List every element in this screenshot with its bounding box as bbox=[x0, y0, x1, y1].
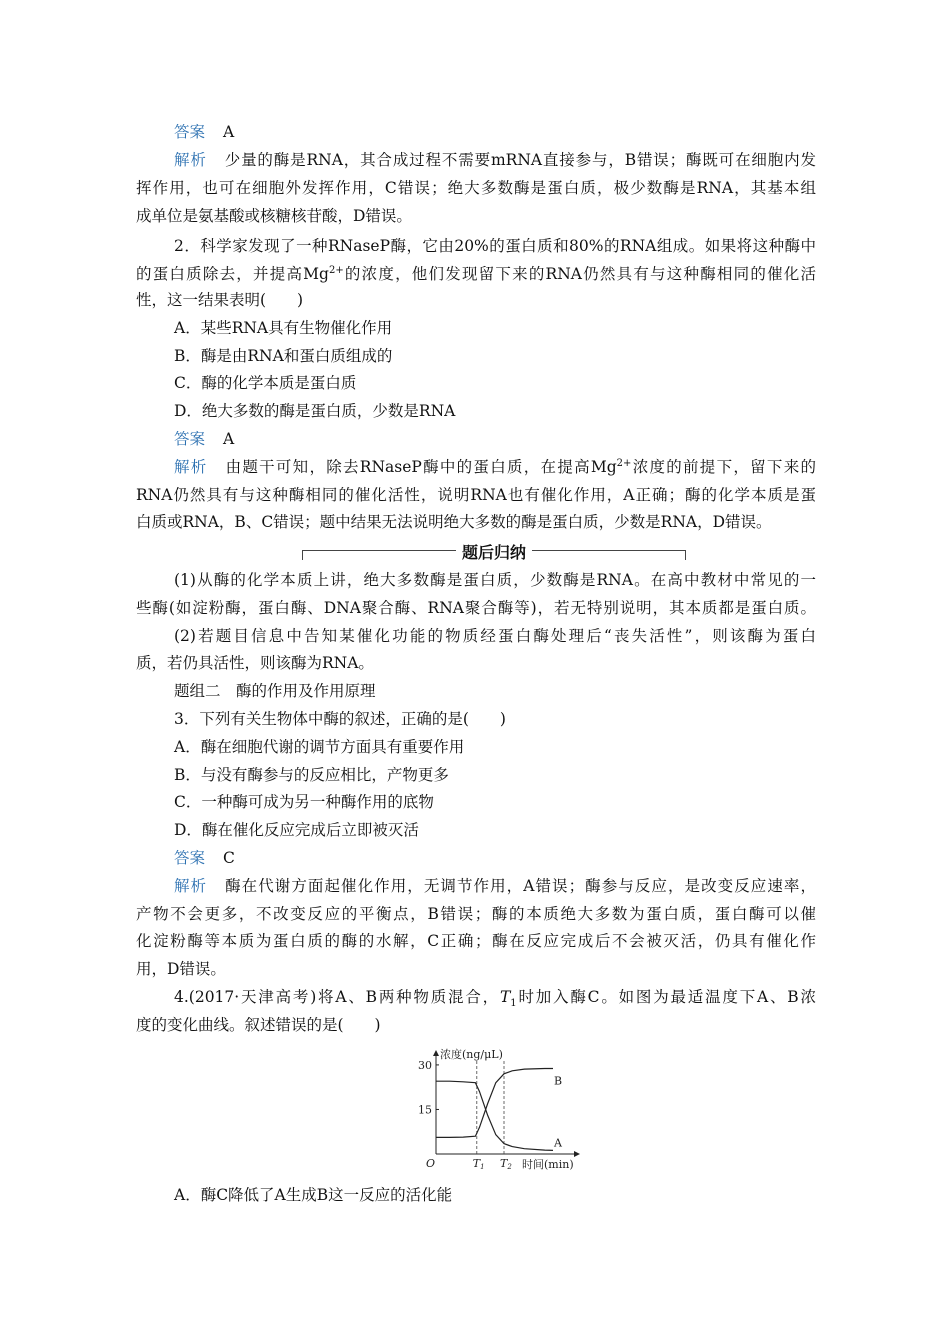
q3-option-b: B．与没有酶参与的反应相比，产物更多 bbox=[174, 766, 449, 784]
q4-stem-line: 4.(2017·天津高考)将A、B两种物质混合，$T_1$时加入酶C。如图为最适温度下A、B浓 bbox=[174, 988, 816, 1010]
analysis-label: 解析 bbox=[174, 877, 208, 895]
q2-option-a: A．某些RNA具有生物催化作用 bbox=[174, 319, 393, 337]
q2-option-c: C．酶的化学本质是蛋白质 bbox=[174, 374, 357, 392]
group-title: 题组二 酶的作用及作用原理 bbox=[174, 682, 376, 700]
series-label-B: B bbox=[553, 1074, 563, 1088]
q1-analysis-line: 成单位是氨基酸或核糖核苷酸，D错误。 bbox=[136, 207, 412, 225]
x-tick-label: T1 bbox=[472, 1157, 485, 1171]
series-label-A: A bbox=[553, 1136, 562, 1150]
summary-line: (1)从酶的化学本质上讲，绝大多数酶是蛋白质，少数酶是RNA。在高中教材中常见的一 bbox=[174, 571, 816, 589]
q4-option-a: A．酶C降低了A生成B这一反应的活化能 bbox=[174, 1186, 453, 1204]
y-axis-arrow bbox=[433, 1050, 439, 1056]
q2-analysis-line: 解析 由题干可知，除去RNaseP酶中的蛋白质，在提高$Mg^{2+}$浓度的前提下，留下来的 bbox=[174, 457, 816, 476]
q2-answer: 答案 A bbox=[174, 430, 235, 448]
summary-title: 题后归纳 bbox=[302, 540, 686, 563]
q3-option-a: A．酶在细胞代谢的调节方面具有重要作用 bbox=[174, 738, 465, 756]
origin-label: O bbox=[426, 1157, 436, 1170]
q2-stem-line: 2．科学家发现了一种RNaseP酶，它由20%的蛋白质和80%的RNA组成。如果将这种酶中 bbox=[174, 237, 816, 255]
q3-analysis-line: 用，D错误。 bbox=[136, 960, 226, 978]
q3-analysis-line: 解析 酶在代谢方面起催化作用，无调节作用，A错误；酶参与反应，是改变反应速率， bbox=[174, 877, 816, 895]
concentration-chart bbox=[412, 1048, 582, 1174]
q1-analysis-line: 解析 少量的酶是RNA，其合成过程不需要mRNA直接参与，B错误；酶既可在细胞内发 bbox=[174, 151, 816, 169]
q2-analysis-line: 白质或RNA，B、C错误；题中结果无法说明绝大多数的酶是蛋白质，少数是RNA，D错误。 bbox=[136, 513, 772, 531]
q1-answer: 答案 A bbox=[174, 123, 235, 141]
q2-option-d: D．绝大多数的酶是蛋白质，少数是RNA bbox=[174, 402, 456, 420]
x-axis-arrow bbox=[574, 1151, 580, 1157]
y-tick-label: 15 bbox=[418, 1103, 432, 1117]
analysis-label: 解析 bbox=[174, 151, 207, 169]
q3-stem: 3．下列有关生物体中酶的叙述，正确的是( ) bbox=[174, 710, 506, 728]
series-line-B bbox=[436, 1069, 553, 1138]
q3-option-c: C．一种酶可成为另一种酶作用的底物 bbox=[174, 793, 434, 811]
q2-option-b: B．酶是由RNA和蛋白质组成的 bbox=[174, 347, 393, 365]
q4-stem-line: 度的变化曲线。叙述错误的是( ) bbox=[136, 1016, 381, 1034]
answer-label: 答案 bbox=[174, 849, 206, 867]
q2-stem-line: 性，这一结果表明( ) bbox=[136, 291, 304, 309]
analysis-label: 解析 bbox=[174, 458, 208, 476]
q3-analysis-line: 产物不会更多，不改变反应的平衡点，B错误；酶的本质绝大多数为蛋白质，蛋白酶可以催 bbox=[136, 905, 816, 923]
q1-analysis-line: 挥作用，也可在细胞外发挥作用，C错误；绝大多数酶是蛋白质，极少数酶是RNA，其基本组 bbox=[136, 179, 816, 197]
answer-label: 答案 bbox=[174, 123, 206, 141]
summary-line: 质，若仍具活性，则该酶为RNA。 bbox=[136, 654, 374, 672]
x-tick-label: T2 bbox=[500, 1157, 512, 1171]
summary-line: (2)若题目信息中告知某催化功能的物质经蛋白酶处理后“丧失活性”，则该酶为蛋白 bbox=[174, 627, 816, 645]
q3-answer: 答案 C bbox=[174, 849, 235, 867]
q2-analysis-line: RNA仍然具有与这种酶相同的催化活性，说明RNA也有催化作用，A正确；酶的化学本质是蛋 bbox=[136, 486, 816, 504]
series-line-A bbox=[436, 1081, 553, 1150]
answer-label: 答案 bbox=[174, 430, 206, 448]
x-axis-label: 时间(min) bbox=[522, 1158, 574, 1171]
y-axis-label: 浓度(ng/μL) bbox=[440, 1048, 503, 1061]
summary-banner bbox=[302, 540, 686, 566]
q3-analysis-line: 化淀粉酶等本质为蛋白质的酶的水解，C正确；酶在反应完成后不会被灭活，仍具有催化作 bbox=[136, 932, 816, 950]
q2-stem-line: 的蛋白质除去，并提高$Mg^{2+}$的浓度，他们发现留下来的RNA仍然具有与这种酶相同的催化活 bbox=[136, 264, 816, 283]
summary-line: 些酶(如淀粉酶，蛋白酶、DNA聚合酶、RNA聚合酶等)，若无特别说明，其本质都是蛋白质。 bbox=[136, 599, 816, 617]
q3-option-d: D．酶在催化反应完成后立即被灭活 bbox=[174, 821, 419, 839]
y-tick-label: 30 bbox=[418, 1058, 432, 1072]
